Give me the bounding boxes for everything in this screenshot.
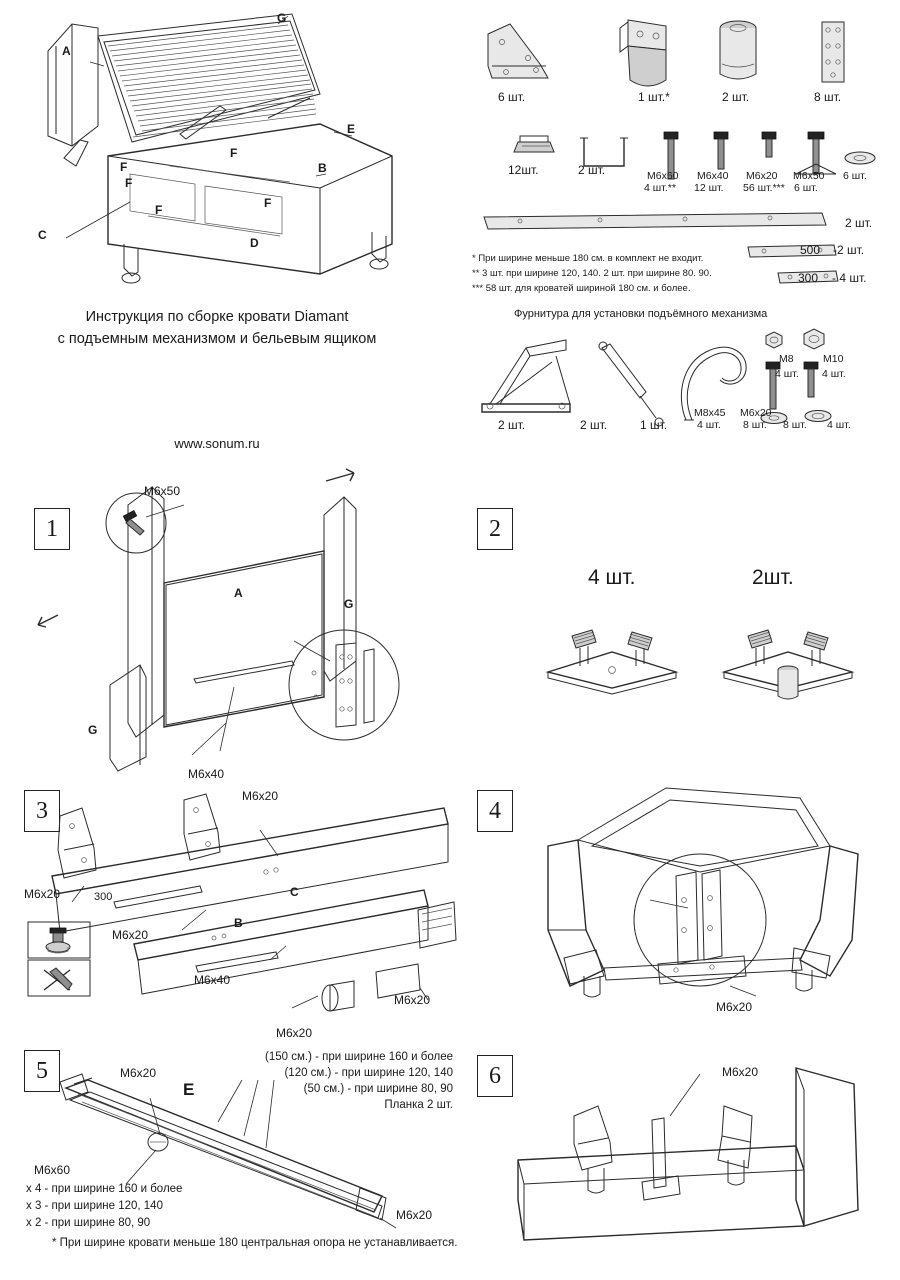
qty-corner-bracket: 6 шт. — [498, 90, 526, 104]
qty-u-bracket: 2 шт. — [578, 163, 606, 177]
overview-label-d: D — [250, 236, 259, 250]
label-nut-m10: M10 — [823, 353, 844, 365]
qty-lift-mechanism: 2 шт. — [498, 418, 526, 432]
qty-strap: 1 шт. — [640, 418, 668, 432]
hardware-block-title: Фурнитура для установки подъёмного механизма — [514, 308, 768, 320]
qty-beam-500: -2 шт. — [833, 243, 865, 257]
overview-label-a: A — [62, 44, 71, 58]
label-nut-m8: M8 — [779, 353, 794, 365]
qty-cam-lock: 12шт. — [508, 163, 539, 177]
qty-washer: 6 шт. — [843, 170, 867, 182]
step-4-number: 4 — [477, 790, 513, 832]
step-5-note-line-4: Планка 2 шт. — [384, 1099, 453, 1111]
step-3-label-m6x20-d: M6x20 — [276, 1026, 313, 1040]
label-beam-300: 300 — [798, 271, 819, 285]
qty-beam-300: - 4 шт. — [832, 271, 867, 285]
hardware-block-illustration — [470, 326, 880, 436]
step-3-label-m6x20-b: M6x20 — [112, 928, 149, 942]
overview-label-e: E — [347, 122, 356, 136]
title-line-1: Инструкция по сборке кровати Diamant — [85, 309, 349, 325]
bottom-note: * При ширине кровати меньше 180 центральная опора не устанавливается. — [52, 1237, 458, 1249]
step-1-label-a: A — [234, 586, 243, 600]
step-1-label-g-left: G — [88, 723, 98, 737]
step-2-illustration — [520, 608, 880, 708]
step-6-illustration — [500, 1050, 890, 1250]
overview-label-f2: F — [230, 146, 238, 160]
step-1-number: 1 — [34, 508, 70, 550]
step-4-label-m6x20: M6x20 — [716, 1000, 753, 1014]
qty-bolt-m6x40: 12 шт. — [694, 182, 724, 194]
step-3-label-b: B — [234, 916, 243, 930]
qty-nut-m10: 4 шт. — [822, 368, 846, 380]
step-2-qty-right: 2шт. — [752, 566, 794, 589]
label-bolt-m6x60: M6x60 — [647, 170, 679, 182]
website-url: www.sonum.ru — [174, 436, 260, 451]
step-4-illustration — [500, 780, 890, 1030]
document-title — [22, 306, 412, 351]
step-5-m6x60-line-2: x 3 - при ширине 120, 140 — [26, 1200, 163, 1212]
step-3-label-300: 300 — [94, 891, 113, 903]
step-5-label-m6x20-top: M6x20 — [120, 1066, 157, 1080]
step-5-m6x60-line-3: x 2 - при ширине 80, 90 — [26, 1217, 151, 1229]
step-5-label-e: E — [183, 1080, 195, 1099]
step-1-label-g-right: G — [344, 597, 354, 611]
step-1-illustration — [24, 465, 444, 775]
overview-label-c: C — [38, 228, 47, 242]
qty-long-beam: 2 шт. — [845, 216, 873, 230]
footnote-3: *** 58 шт. для кроватей шириной 180 см. и более. — [472, 283, 691, 294]
step-5-m6x60-line-1: x 4 - при ширине 160 и более — [26, 1183, 183, 1195]
step-5-note-line-1: (150 см.) - при ширине 160 и более — [265, 1051, 453, 1063]
title-line-2: с подъемным механизмом и бельевым ящиком — [57, 331, 377, 348]
label-hw-bolt-m6x20: M6x20 — [740, 407, 772, 419]
qty-bolt-m8x45: 4 шт. — [697, 419, 721, 431]
qty-hw-bolt-m6x20: 8 шт. — [743, 419, 767, 431]
label-beam-500: 500 — [800, 243, 821, 257]
label-bolt-m6x20: M6x20 — [746, 170, 778, 182]
step-6-label-m6x20: M6x20 — [722, 1065, 759, 1079]
qty-washer-8: 8 шт. — [783, 419, 807, 431]
overview-label-f3: F — [155, 203, 163, 217]
footnote-1: * При ширине меньше 180 см. в комплект не входит. — [472, 253, 704, 264]
step-5-m6x60-title: M6x60 — [34, 1163, 71, 1177]
step-3-number: 3 — [24, 790, 60, 832]
parts-row-1 — [470, 12, 880, 92]
label-bolt-m6x50: M6x50 — [793, 170, 825, 182]
label-bolt-m8x45: M8x45 — [694, 407, 726, 419]
qty-lift-bracket-cup: 1 шт.* — [638, 90, 670, 104]
overview-label-f4: F — [125, 176, 133, 190]
tool-icon-boxes — [26, 920, 96, 1000]
step-5-number: 5 — [24, 1050, 60, 1092]
qty-nut-m8: 4 шт. — [775, 368, 799, 380]
overview-label-f5: F — [264, 196, 272, 210]
overview-label-b: B — [318, 161, 327, 175]
qty-washer-4: 4 шт. — [827, 419, 851, 431]
label-bolt-m6x40: M6x40 — [697, 170, 729, 182]
qty-bolt-m6x60: 4 шт.** — [644, 182, 676, 194]
step-2-number: 2 — [477, 508, 513, 550]
step-3-label-m6x20-c: M6x20 — [394, 993, 431, 1007]
overview-label-g: G — [277, 11, 287, 25]
step-3-label-c: C — [290, 885, 299, 899]
step-5-note-line-2: (120 см.) - при ширине 120, 140 — [284, 1067, 453, 1079]
step-3-label-m6x40: M6x40 — [194, 973, 231, 987]
step-1-label-m6x40: M6x40 — [188, 767, 225, 781]
qty-round-leg: 2 шт. — [722, 90, 750, 104]
qty-bolt-m6x20: 56 шт.*** — [743, 182, 785, 194]
step-1-label-m6x20: M6x20 — [242, 789, 279, 803]
step-3-label-m6x20-a: M6x20 — [24, 887, 61, 901]
step-2-qty-left: 4 шт. — [588, 566, 636, 589]
step-6-number: 6 — [477, 1055, 513, 1097]
step-5-label-m6x20-bottom: M6x20 — [396, 1208, 433, 1222]
qty-long-plate: 8 шт. — [814, 90, 842, 104]
qty-gas-strut: 2 шт. — [580, 418, 608, 432]
overview-label-f1: F — [120, 160, 128, 174]
step-1-label-m6x50: M6x50 — [144, 484, 181, 498]
qty-bolt-m6x50: 6 шт. — [794, 182, 818, 194]
footnote-2: ** 3 шт. при ширине 120, 140. 2 шт. при ширине 80. 90. — [472, 268, 712, 279]
step-5-note-line-3: (50 см.) - при ширине 80, 90 — [303, 1083, 453, 1095]
